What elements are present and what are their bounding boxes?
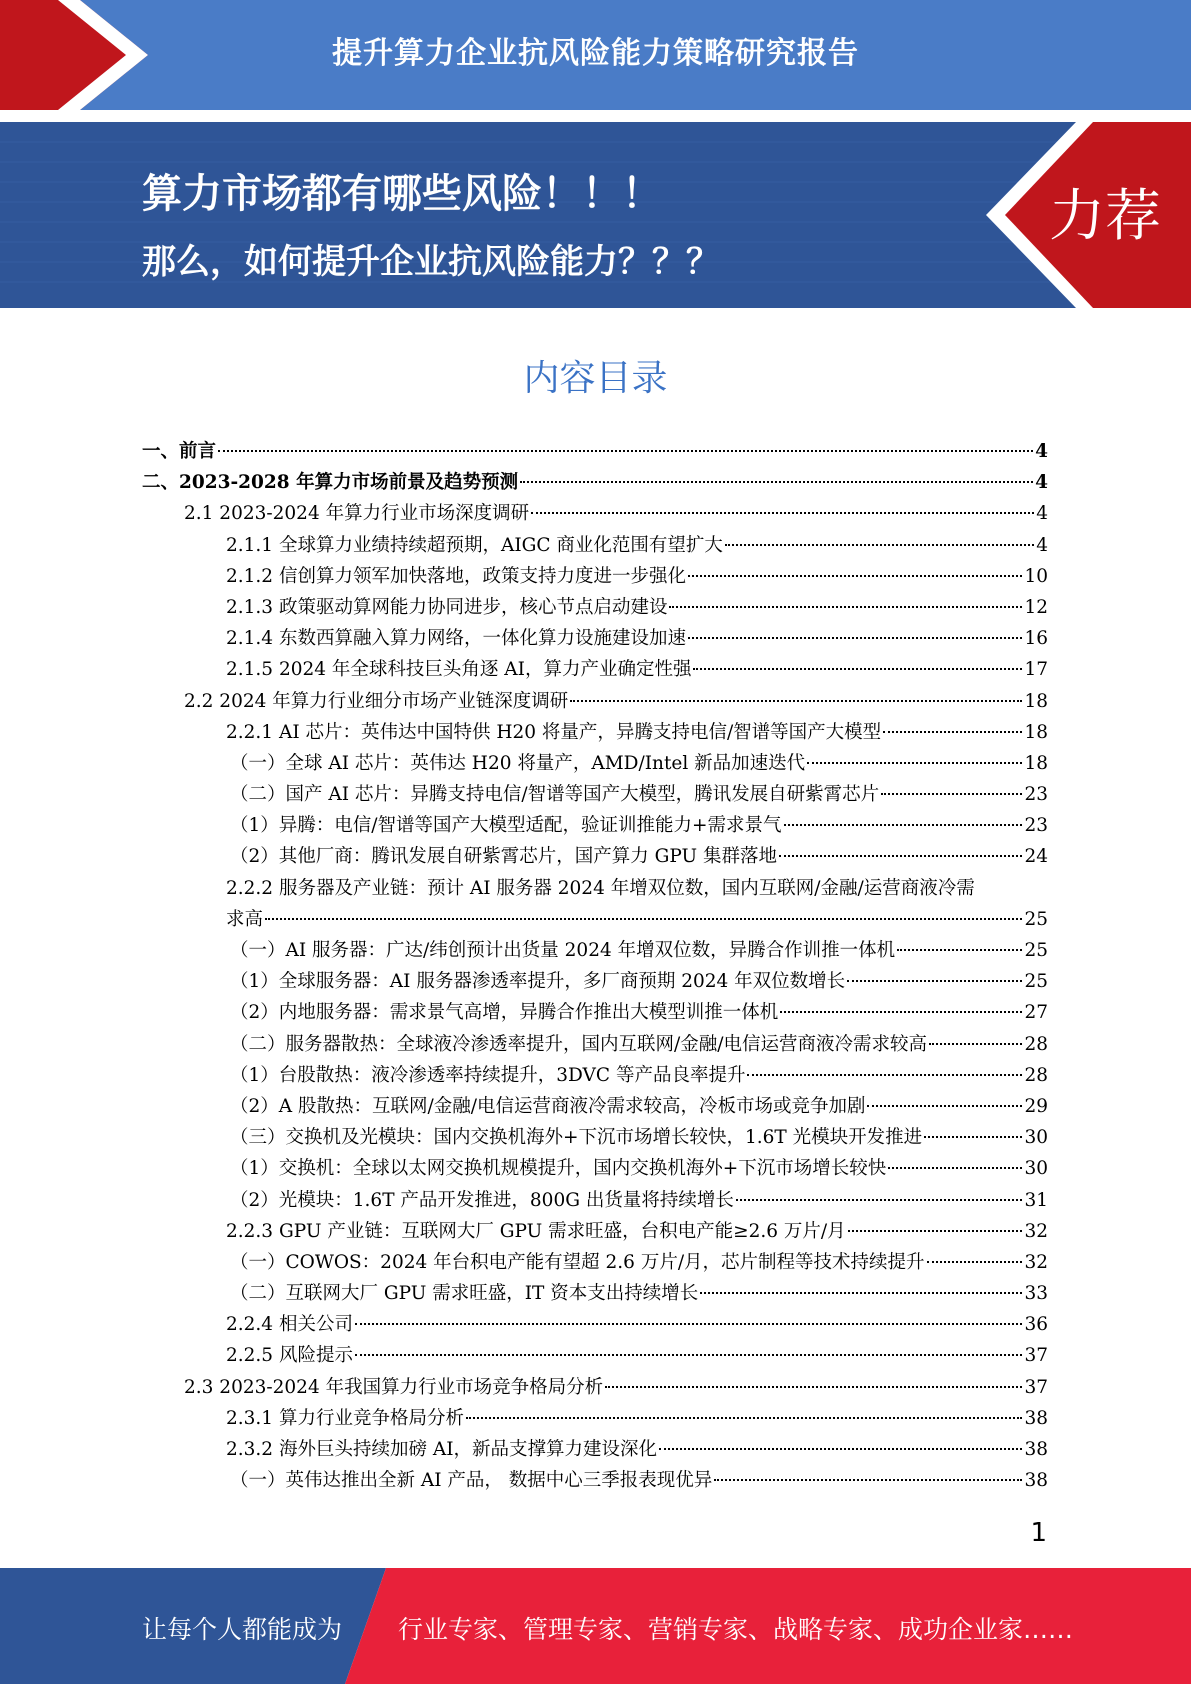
toc-leader-dots (218, 450, 1033, 452)
toc-entry[interactable] (142, 623, 1048, 654)
toc-entry-label: （三）交换机及光模块：国内交换机海外+下沉市场增长较快，1.6T 光模块开发推进 (230, 1127, 923, 1149)
toc-leader-dots (355, 1354, 1023, 1356)
toc-entry-page: 23 (1024, 815, 1048, 837)
toc-entry[interactable] (142, 654, 1048, 685)
toc-entry-label: （一）AI 服务器：广达/纬创预计出货量 2024 年增双位数，异腾合作训推一体机 (230, 940, 896, 961)
toc-entry-page: 32 (1024, 1220, 1048, 1242)
toc-entry-page: 25 (1024, 971, 1048, 993)
toc-leader-dots (888, 1167, 1022, 1169)
toc-entry-label: 2.3.2 海外巨头持续加磅 AI，新品支撑算力建设深化 (226, 1439, 658, 1460)
toc-entry[interactable] (142, 1216, 1048, 1247)
toc-entry-label: （二）服务器散热：全球液冷渗透率提升，国内互联网/金融/电信运营商液冷需求较高 (230, 1033, 927, 1055)
toc-entry-page: 32 (1024, 1251, 1048, 1273)
toc-leader-dots (570, 700, 1022, 702)
toc-entry[interactable] (142, 436, 1048, 467)
hero-banner (0, 122, 1191, 308)
toc-entry-label: 2.2.1 AI 芯片：英伟达中国特供 H20 将量产，异腾支持电信/智谱等国产大模型 (226, 721, 882, 743)
toc-leader-dots (847, 980, 1022, 982)
toc-leader-dots (927, 1261, 1023, 1263)
toc-entry-page: 37 (1024, 1345, 1048, 1367)
toc-entry-page: 4 (1036, 503, 1048, 525)
toc-entry-page: 18 (1024, 690, 1048, 712)
toc-entry[interactable] (142, 904, 1048, 935)
toc-entry[interactable] (142, 561, 1048, 592)
toc-entry[interactable] (142, 717, 1048, 748)
toc-leader-dots (659, 1448, 1022, 1450)
toc-entry[interactable] (142, 966, 1048, 997)
toc-entry-label: 2.1 2023-2024 年算力行业市场深度调研 (184, 503, 530, 525)
toc-entry-label: （1）全球服务器：AI 服务器渗透率提升，多厂商预期 2024 年双位数增长 (230, 971, 846, 993)
toc-leader-dots (605, 1386, 1022, 1388)
toc-leader-dots (688, 575, 1022, 577)
toc-entry-label: （一）全球 AI 芯片：英伟达 H20 将量产，AMD/Intel 新品加速迭代 (230, 752, 806, 774)
toc-entry[interactable] (142, 1340, 1048, 1371)
toc-entry-page: 38 (1024, 1470, 1048, 1492)
toc-entry-page: 30 (1024, 1127, 1048, 1149)
toc-entry-label: 2.2.3 GPU 产业链：互联网大厂 GPU 需求旺盛，台积电产能≥2.6 万片/月 (226, 1220, 846, 1242)
toc-leader-dots (700, 1292, 1022, 1294)
toc-leader-dots (747, 1074, 1022, 1076)
toc-leader-dots (897, 949, 1022, 951)
toc-entry-label: （2）内地服务器：需求景气高增，异腾合作推出大模型训推一体机 (230, 1002, 779, 1024)
toc-entry-page: 30 (1024, 1158, 1048, 1180)
toc-entry-page: 28 (1024, 1064, 1048, 1086)
toc-entry-label: 2.2 2024 年算力行业细分市场产业链深度调研 (184, 690, 569, 712)
toc-entry[interactable] (142, 1153, 1048, 1184)
toc-entry-page: 38 (1024, 1439, 1048, 1460)
toc-entry[interactable] (142, 467, 1048, 498)
toc-entry-label: 2.2.4 相关公司 (226, 1314, 353, 1336)
report-title: 提升算力企业抗风险能力策略研究报告 (332, 36, 859, 71)
toc-entry[interactable] (142, 1403, 1048, 1434)
toc-leader-dots (714, 1479, 1022, 1481)
header-bar (0, 0, 1191, 110)
toc-entry-page: 4 (1035, 441, 1048, 462)
toc-entry-label: 2.3 2023-2024 年我国算力行业市场竞争格局分析 (184, 1376, 604, 1398)
toc-entry[interactable] (142, 779, 1048, 810)
recommend-badge-label: 力荐 (1049, 184, 1161, 249)
toc-entry-label: （2）A 股散热：互联网/金融/电信运营商液冷需求较高，冷板市场或竞争加剧 (230, 1095, 866, 1117)
toc-entry-page: 36 (1024, 1314, 1048, 1336)
toc-entry-label: 2.1.4 东数西算融入算力网络，一体化算力设施建设加速 (226, 628, 686, 650)
toc-entry-page: 12 (1024, 596, 1048, 618)
toc-entry-page: 18 (1024, 721, 1048, 743)
toc-entry-page: 28 (1024, 1033, 1048, 1055)
toc-entry-page: 16 (1024, 628, 1048, 650)
toc-entry[interactable] (142, 1060, 1048, 1091)
toc-leader-dots (265, 918, 1022, 920)
toc-leader-dots (881, 793, 1022, 795)
toc-entry[interactable] (142, 1029, 1048, 1060)
toc-entry-label: 2.2.5 风险提示 (226, 1345, 353, 1367)
toc-entry[interactable] (142, 1185, 1048, 1216)
toc-leader-dots (780, 1011, 1022, 1013)
toc-entry-page: 25 (1024, 908, 1048, 930)
toc-entry[interactable] (142, 873, 1048, 904)
toc-entry-label: 2.1.2 信创算力领军加快落地，政策支持力度进一步强化 (226, 565, 686, 587)
toc-entry-page: 25 (1024, 940, 1048, 961)
toc-entry-label: 2.2.2 服务器及产业链：预计 AI 服务器 2024 年增双位数，国内互联网/金融/运营商液冷需 (226, 877, 975, 899)
toc-entry-label: （1）台股散热：液冷渗透率持续提升，3DVC 等产品良率提升 (230, 1064, 746, 1086)
toc-entry[interactable] (142, 1309, 1048, 1340)
toc-entry-label: 2.1.3 政策驱动算网能力协同进步，核心节点启动建设 (226, 596, 668, 618)
toc-entry-label: （一）英伟达推出全新 AI 产品， 数据中心三季报表现优异 (230, 1470, 713, 1492)
toc-leader-dots (531, 512, 1034, 514)
toc-entry[interactable] (142, 686, 1048, 717)
toc-entry[interactable] (142, 1278, 1048, 1309)
banner-subheadline: 那么，如何提升企业抗风险能力？？？ (142, 242, 720, 282)
toc-leader-dots (848, 1230, 1023, 1232)
toc-entry-label: 2.3.1 算力行业竞争格局分析 (226, 1407, 464, 1429)
toc-entry-label: （2）其他厂商：腾讯发展自研紫霄芯片，国产算力 GPU 集群落地 (230, 846, 778, 868)
toc-leader-dots (736, 1199, 1023, 1201)
toc-entry-page: 33 (1024, 1283, 1048, 1305)
toc-entry-label: 2.1.1 全球算力业绩持续超预期，AIGC 商业化范围有望扩大 (226, 534, 723, 556)
toc-entry-label: 2.1.5 2024 年全球科技巨头角逐 AI，算力产业确定性强 (226, 659, 692, 681)
toc-entry-label: （2）光模块：1.6T 产品开发推进，800G 出货量将持续增长 (230, 1189, 734, 1211)
toc-leader-dots (520, 481, 1033, 483)
toc-entry-label: （1）交换机：全球以太网交换机规模提升，国内交换机海外+下沉市场增长较快 (230, 1158, 887, 1180)
footer-slogan-left: 让每个人都能成为 (142, 1615, 343, 1644)
toc-entry[interactable] (142, 1091, 1048, 1122)
toc-entry-page: 4 (1036, 534, 1048, 556)
toc-leader-dots (867, 1105, 1022, 1107)
toc-entry-label: （二）互联网大厂 GPU 需求旺盛，IT 资本支出持续增长 (230, 1283, 699, 1305)
toc-entry-label: 二、2023-2028 年算力市场前景及趋势预测 (142, 472, 519, 494)
toc-entry[interactable] (142, 1434, 1048, 1465)
table-of-contents (142, 436, 1048, 1496)
toc-entry[interactable] (142, 592, 1048, 623)
toc-leader-dots (669, 606, 1022, 608)
toc-entry-page: 31 (1024, 1189, 1048, 1211)
toc-leader-dots (784, 824, 1023, 826)
toc-leader-dots (466, 1417, 1022, 1419)
toc-entry[interactable] (142, 1372, 1048, 1403)
footer-slogan-right: 行业专家、管理专家、营销专家、战略专家、成功企业家…… (398, 1615, 1074, 1644)
toc-entry[interactable] (142, 935, 1048, 966)
toc-entry-page: 27 (1024, 1002, 1048, 1024)
toc-entry[interactable] (142, 1465, 1048, 1496)
toc-entry[interactable] (142, 1247, 1048, 1278)
toc-entry[interactable] (142, 997, 1048, 1028)
toc-entry[interactable] (142, 1122, 1048, 1153)
page-number: 1 (1030, 1518, 1047, 1548)
footer-bar (0, 1568, 1191, 1684)
toc-entry-label: （一）COWOS：2024 年台积电产能有望超 2.6 万片/月，芯片制程等技术持续提升 (230, 1251, 925, 1273)
toc-entry-label: 求高 (226, 908, 264, 930)
toc-entry-page: 10 (1024, 565, 1048, 587)
toc-entry[interactable] (142, 498, 1048, 529)
toc-leader-dots (693, 668, 1022, 670)
toc-entry-page: 24 (1024, 846, 1048, 868)
toc-entry[interactable] (142, 841, 1048, 872)
toc-leader-dots (883, 731, 1022, 733)
toc-entry[interactable] (142, 530, 1048, 561)
toc-entry-page: 23 (1024, 784, 1048, 806)
toc-entry-page: 37 (1024, 1376, 1048, 1398)
toc-entry[interactable] (142, 748, 1048, 779)
banner-headline: 算力市场都有哪些风险！！！ (142, 171, 662, 217)
toc-leader-dots (725, 544, 1034, 546)
toc-entry[interactable] (142, 810, 1048, 841)
toc-leader-dots (807, 762, 1022, 764)
toc-leader-dots (355, 1323, 1023, 1325)
toc-entry-page: 18 (1024, 752, 1048, 774)
toc-entry-page: 29 (1024, 1095, 1048, 1117)
toc-leader-dots (924, 1136, 1022, 1138)
toc-entry-label: （二）国产 AI 芯片：异腾支持电信/智谱等国产大模型，腾讯发展自研紫霄芯片 (230, 784, 880, 806)
toc-entry-page: 17 (1024, 659, 1048, 681)
toc-entry-page: 38 (1024, 1407, 1048, 1429)
toc-title: 内容目录 (523, 358, 668, 399)
toc-entry-page: 4 (1035, 472, 1048, 494)
toc-leader-dots (688, 637, 1022, 639)
toc-entry-label: （1）异腾：电信/智谱等国产大模型适配，验证训推能力+需求景气 (230, 815, 782, 837)
toc-entry-label: 一、前言 (142, 441, 217, 462)
toc-leader-dots (779, 855, 1022, 857)
toc-leader-dots (929, 1043, 1022, 1045)
